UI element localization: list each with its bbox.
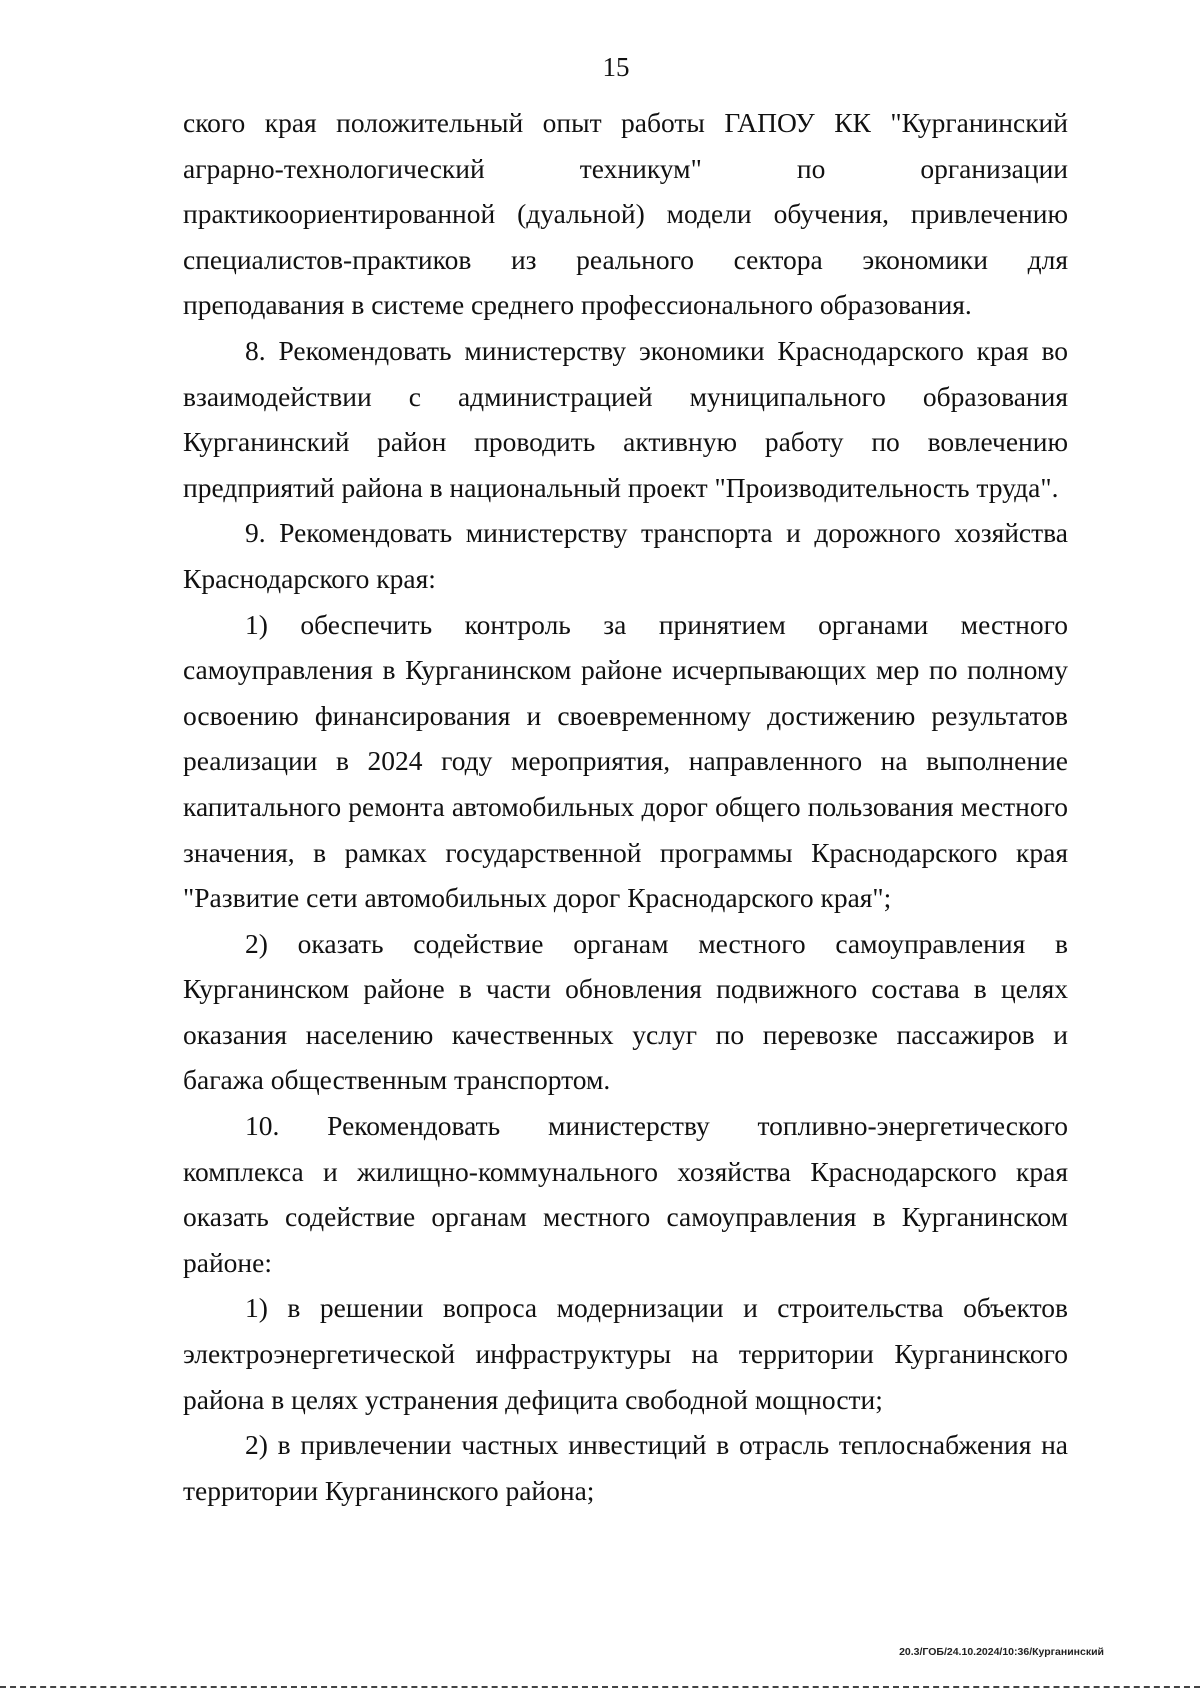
document-body: [183, 100, 1068, 1513]
paragraph: 1) обеспечить контроль за принятием органами местного самоуправления в Курганинском районе исчерпывающих мер по полному освоению финансирования и своевременному достижению результатов реализации в 2024 году мероприятия, направленного на выполнение капитального ремонта автомобильных дорог общего пользования местного значения, в рамках государственной программы Краснодарского края "Развитие сети автомобильных дорог Краснодарского края";: [183, 608, 1068, 914]
paragraph: 8. Рекомендовать министерству экономики Краснодарского края во взаимодействии с администрацией муниципального образования Курганинский район проводить активную работу по вовлечению предприятий района в национальный проект "Производительность труда".: [183, 334, 1068, 503]
paragraph: 2) оказать содействие органам местного самоуправления в Курганинском районе в части обновления подвижного состава в целях оказания населению качественных услуг по перевозке пассажиров и багажа общественным транспортом.: [183, 927, 1068, 1096]
paragraph: 9. Рекомендовать министерству транспорта и дорожного хозяйства Краснодарского края:: [183, 517, 1068, 594]
page-number: 15: [602, 52, 630, 82]
scan-edge-line: [0, 1686, 1200, 1688]
document-registration-code: 20.3/ГОБ/24.10.2024/10:36/Курганинский: [899, 1646, 1104, 1658]
paragraph: 1) в решении вопроса модернизации и строительства объектов электроэнергетической инфраструктуры на территории Курганинского района в целях устранения дефицита свободной мощности;: [183, 1292, 1068, 1415]
paragraph: 2) в привлечении частных инвестиций в отрасль теплоснабжения на территории Курганинского района;: [183, 1429, 1068, 1506]
paragraph: ского края положительный опыт работы ГАПОУ КК "Курганинский аграрно-технологический техникум" по организации практикоориентированной (дуальной) модели обучения, привлечению специалистов-практиков из реального сектора экономики для преподавания в системе среднего профессионального образования.: [183, 107, 1068, 321]
paragraph: 10. Рекомендовать министерству топливно-энергетического комплекса и жилищно-коммунального хозяйства Краснодарского края оказать содействие органам местного самоуправления в Курганинском районе:: [183, 1110, 1068, 1278]
